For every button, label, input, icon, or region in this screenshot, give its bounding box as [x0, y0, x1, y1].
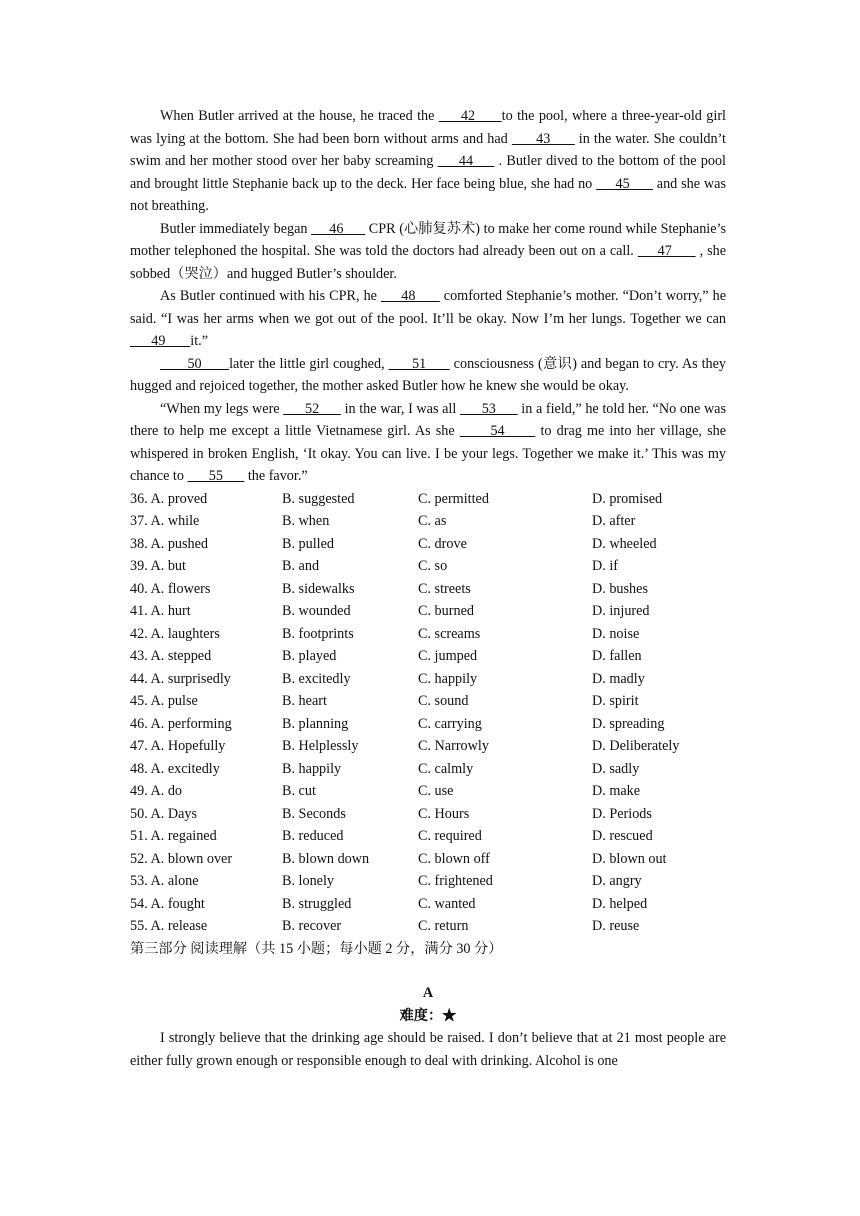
option-c: C. sound [418, 693, 469, 709]
blank-54: 54 [459, 423, 536, 439]
option-row-54 [130, 893, 726, 916]
text: in the war, I was all [340, 400, 460, 417]
option-a: 53. A. alone [130, 873, 199, 889]
blank-44: 44 [437, 153, 495, 169]
option-a: 37. A. while [130, 513, 200, 529]
option-a: 54. A. fought [130, 895, 205, 912]
option-b: B. suggested [282, 490, 355, 507]
option-row-36 [130, 488, 726, 511]
option-d: D. rescued [592, 828, 653, 844]
option-row-52 [130, 848, 726, 871]
blank-51: 51 [388, 355, 450, 372]
option-a: 51. A. regained [130, 828, 217, 844]
part-letter: A [422, 985, 434, 1001]
option-a: 38. A. pushed [130, 535, 209, 552]
option-c: C. burned [418, 603, 474, 619]
option-row-45 [130, 690, 726, 713]
option-b: B. when [282, 513, 330, 529]
option-a: 42. A. laughters [130, 625, 220, 642]
text: to drag me into her village, she whispered in broken English, ‘It okay. You can live. I be your legs. Together we make it.’ This was my chance to [130, 423, 727, 484]
option-d: D. promised [592, 490, 663, 507]
text: As Butler continued with his CPR, he [160, 288, 382, 304]
option-c: C. streets [418, 580, 471, 597]
option-d: D. madly [592, 670, 645, 687]
option-d: D. injured [592, 603, 650, 619]
passage-paragraph-5 [130, 398, 726, 488]
option-b: B. footprints [282, 625, 354, 642]
option-c: C. as [418, 513, 447, 529]
option-d: D. wheeled [592, 535, 657, 552]
blank-52: 52 [283, 400, 341, 417]
blank-47: 47 [637, 243, 696, 259]
option-b: B. reduced [282, 828, 344, 844]
option-c: C. blown off [418, 850, 490, 867]
text: consciousness (意识) and began to cry. As they hugged and rejoiced together, the mother asked Butler how he knew she would be okay. [130, 355, 727, 394]
option-d: D. spirit [592, 693, 639, 709]
option-d: D. sadly [592, 760, 640, 777]
option-c: C. happily [418, 670, 478, 687]
text: in the water. She couldn’t swim and her mother stood over her baby screaming [130, 130, 727, 169]
option-row-38 [130, 533, 726, 556]
option-d: D. spreading [592, 715, 665, 732]
option-b: B. sidewalks [282, 580, 355, 597]
option-a: 52. A. blown over [130, 850, 233, 867]
option-b: B. lonely [282, 873, 335, 889]
option-a: 44. A. surprisedly [130, 670, 231, 687]
passage-paragraph-1 [130, 105, 726, 218]
option-d: D. if [592, 558, 619, 574]
option-b: B. recover [282, 918, 342, 934]
option-d: D. make [592, 783, 641, 799]
option-row-46 [130, 713, 726, 736]
option-d: D. after [592, 513, 636, 529]
option-d: D. noise [592, 625, 640, 642]
option-c: C. jumped [418, 648, 478, 664]
blank-48: 48 [381, 288, 440, 304]
option-b: B. excitedly [282, 670, 351, 687]
text: and she was not breathing. [130, 175, 726, 214]
option-a: 49. A. do [130, 783, 183, 799]
option-d: D. blown out [592, 850, 667, 867]
option-row-39 [130, 555, 726, 578]
option-b: B. and [282, 558, 320, 574]
option-b: B. pulled [282, 535, 335, 552]
option-c: C. calmly [418, 760, 474, 777]
option-a: 41. A. hurt [130, 603, 191, 619]
option-d: D. angry [592, 873, 642, 889]
option-b: B. planning [282, 715, 349, 732]
option-b: B. heart [282, 693, 327, 709]
option-row-43 [130, 645, 726, 668]
blank-43: 43 [511, 130, 575, 147]
passage-paragraph-2 [130, 218, 726, 286]
passage-paragraph-4 [130, 353, 726, 398]
option-b: B. blown down [282, 850, 370, 867]
blank-46: 46 [311, 220, 366, 237]
blank-50: 50 [160, 355, 230, 372]
option-row-55 [130, 915, 726, 938]
option-d: D. helped [592, 895, 648, 912]
document-page [130, 105, 726, 1072]
text: Butler immediately began [160, 220, 312, 237]
option-row-37 [130, 510, 726, 533]
option-a: 39. A. but [130, 558, 186, 574]
option-c: C. use [418, 783, 454, 799]
text: CPR (心肺复苏术) to make her come round while Stephanie’s mother telephoned the hospital. She was told the doctors had already been out on a call. [130, 220, 726, 259]
option-b: B. cut [282, 783, 316, 799]
options-list [130, 488, 726, 938]
blank-53: 53 [459, 400, 518, 417]
option-row-50 [130, 803, 726, 826]
option-row-40 [130, 578, 726, 601]
option-d: D. bushes [592, 580, 648, 597]
text: , she sobbed（哭泣）and hugged Butler’s shoulder. [130, 243, 726, 282]
option-c: C. permitted [418, 490, 489, 507]
option-c: C. screams [418, 625, 481, 642]
text: “When my legs were [160, 400, 284, 417]
text: it.” [190, 333, 209, 349]
option-row-48 [130, 758, 726, 781]
spacer [130, 960, 726, 982]
option-b: B. Seconds [282, 805, 346, 822]
option-c: C. wanted [418, 895, 476, 912]
text: comforted Stephanie’s mother. “Don’t worry,” he said. “I was her arms when we got out of the pool. It’ll be okay. Now I’m her lungs. Together we can [130, 288, 727, 327]
option-d: D. Deliberately [592, 738, 680, 754]
option-row-42 [130, 623, 726, 646]
option-a: 43. A. stepped [130, 648, 212, 664]
text: later the little girl coughed, [229, 355, 389, 372]
option-c: C. carrying [418, 715, 482, 732]
section-heading: 第三部分 阅读理解（共 15 小题；每小题 2 分，满分 30 分） [130, 940, 503, 957]
option-a: 36. A. proved [130, 490, 208, 507]
text: to the pool, where a three-year-old girl was lying at the bottom. She had been born without arms and had [130, 108, 726, 147]
option-a: 55. A. release [130, 918, 208, 934]
option-c: C. so [418, 558, 448, 574]
text: When Butler arrived at the house, he traced the [160, 108, 439, 124]
option-d: D. fallen [592, 648, 642, 664]
option-c: C. frightened [418, 873, 493, 889]
text: . Butler dived to the bottom of the pool and brought little Stephanie back up to the deck. Her face being blue, she had no [130, 153, 726, 192]
option-row-44 [130, 668, 726, 691]
option-c: C. Hours [418, 805, 470, 822]
blank-49: 49 [130, 333, 191, 349]
difficulty-rating: 难度：★ [399, 1007, 457, 1024]
passage-paragraph-3 [130, 285, 726, 353]
text: the favor.” [244, 468, 308, 484]
blank-55: 55 [187, 468, 245, 484]
option-d: D. Periods [592, 805, 652, 822]
blank-42: 42 [438, 108, 502, 124]
option-b: B. happily [282, 760, 342, 777]
text: in a field,” he told her. “No one was there to help me except a little Vietnamese girl. As she [130, 400, 727, 439]
option-a: 50. A. Days [130, 805, 197, 822]
option-row-49 [130, 780, 726, 803]
option-row-41 [130, 600, 726, 623]
option-row-47 [130, 735, 726, 758]
option-d: D. reuse [592, 918, 640, 934]
option-b: B. played [282, 648, 337, 664]
option-a: 48. A. excitedly [130, 760, 220, 777]
option-a: 45. A. pulse [130, 693, 198, 709]
option-row-51 [130, 825, 726, 848]
option-b: B. struggled [282, 895, 352, 912]
option-c: C. drove [418, 535, 467, 552]
option-b: B. Helplessly [282, 738, 359, 754]
option-row-53 [130, 870, 726, 893]
option-b: B. wounded [282, 603, 351, 619]
option-c: C. Narrowly [418, 738, 489, 754]
option-a: 40. A. flowers [130, 580, 211, 597]
reading-passage-intro: I strongly believe that the drinking age should be raised. I don’t believe that at 21 most people are either fully grown enough or responsible enough to deal with drinking. Alcohol is one [130, 1030, 726, 1069]
option-c: C. required [418, 828, 482, 844]
option-c: C. return [418, 918, 469, 934]
option-a: 46. A. performing [130, 715, 232, 732]
option-a: 47. A. Hopefully [130, 738, 226, 754]
blank-45: 45 [596, 175, 653, 192]
